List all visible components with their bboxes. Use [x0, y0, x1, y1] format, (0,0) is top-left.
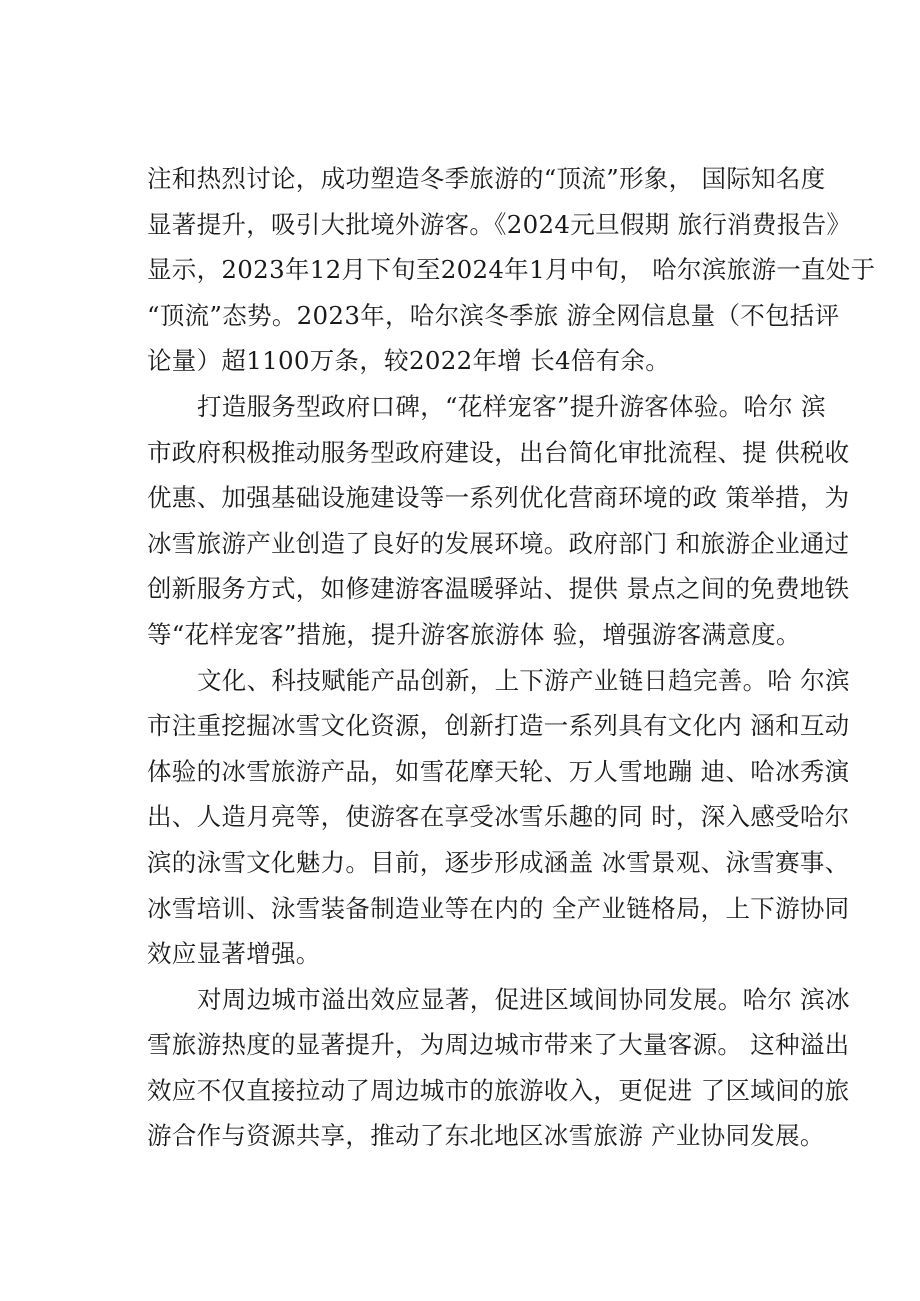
text-line: 市注重挖掘冰雪文化资源，创新打造一系列具有文化内 涵和互动	[147, 711, 850, 741]
text-line: 创新服务方式，如修建游客温暖驿站、提供 景点之间的免费地铁	[147, 574, 850, 604]
text-line: 打造服务型政府口碑，“花样宠客”提升游客体验。哈尔 滨	[197, 391, 826, 421]
text-line: 游合作与资源共享，推动了东北地区冰雪旅游 产业协同发展。	[147, 1121, 825, 1151]
text-line: 显著提升，吸引大批境外游客。《2024元旦假期 旅行消费报告》	[147, 209, 852, 239]
text-line: 冰雪旅游产业创造了良好的发展环境。政府部门 和旅游企业通过	[147, 528, 850, 558]
document-body	[147, 156, 876, 1159]
text-line: 体验的冰雪旅游产品，如雪花摩天轮、万人雪地蹦 迪、哈冰秀演	[147, 756, 850, 786]
text-line: 出、人造月亮等，使游客在享受冰雪乐趣的同 时，深入感受哈尔	[147, 802, 850, 832]
paragraph-3	[147, 658, 850, 977]
text-line: 注和热烈讨论，成功塑造冬季旅游的“顶流”形象， 国际知名度	[147, 164, 826, 193]
text-line: 论量）超1100万条，较2022年增 长4倍有余。	[147, 346, 671, 376]
text-line: 冰雪培训、泳雪装备制造业等在内的 全产业链格局，上下游协同	[147, 893, 850, 923]
text-line: 效应显著增强。	[147, 939, 321, 969]
text-line: 等“花样宠客”措施，提升游客旅游体 验，增强游客满意度。	[147, 619, 801, 649]
text-line: 文化、科技赋能产品创新，上下游产业链日趋完善。哈 尔滨	[197, 665, 850, 695]
text-line: 优惠、加强基础设施建设等一系列优化营商环境的政 策举措，为	[147, 483, 850, 513]
text-line: 对周边城市溢出效应显著，促进区域间协同发展。哈尔 滨冰	[197, 984, 850, 1014]
paragraph-4	[147, 977, 850, 1159]
text-line: 显示，2023年12月下旬至2024年1月中旬， 哈尔滨旅游一直处于	[147, 255, 876, 285]
paragraph-1	[147, 156, 876, 384]
text-line: 滨的泳雪文化魅力。目前，逐步形成涵盖 冰雪景观、泳雪赛事、	[147, 847, 850, 877]
paragraph-2	[147, 384, 850, 658]
text-line: 市政府积极推动服务型政府建设，出台简化审批流程、提 供税收	[147, 437, 850, 467]
text-line: 效应不仅直接拉动了周边城市的旅游收入，更促进 了区域间的旅	[147, 1075, 850, 1105]
text-line: 雪旅游热度的显著提升，为周边城市带来了大量客源。 这种溢出	[147, 1030, 850, 1060]
text-line: “顶流”态势。2023年，哈尔滨冬季旅 游全网信息量（不包括评	[147, 300, 840, 330]
